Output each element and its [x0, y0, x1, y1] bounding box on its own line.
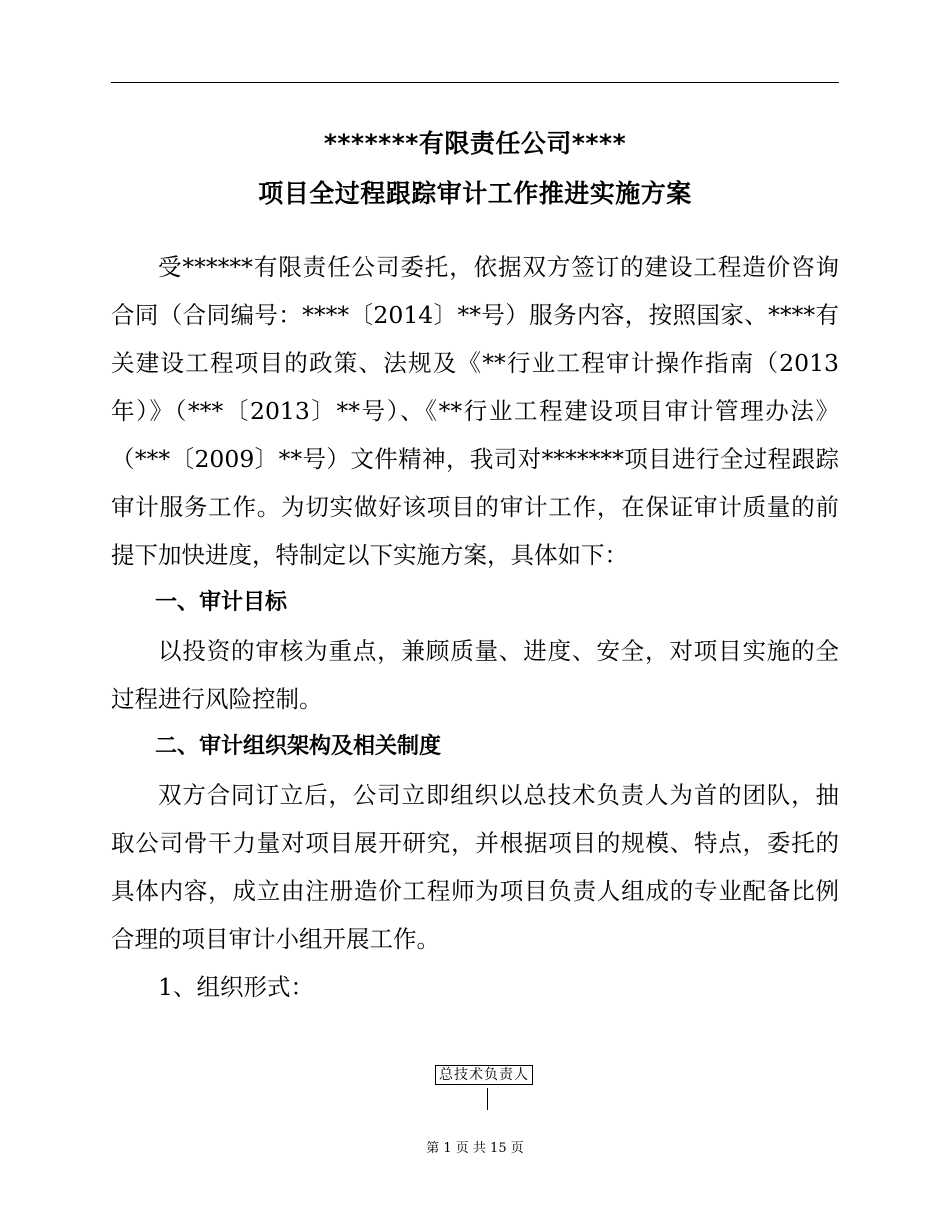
section-heading-audit-goal: 一、审计目标 — [155, 590, 288, 615]
document-body — [111, 243, 839, 1011]
section-heading-org-structure: 二、审计组织架构及相关制度 — [155, 734, 442, 759]
audit-goal-paragraph: 以投资的审核为重点，兼顾质量、进度、安全，对项目实施的全过程进行风险控制。 — [111, 637, 839, 713]
org-form-item: 1、组织形式： — [158, 973, 314, 1001]
header-rule — [111, 82, 839, 83]
page-footer: 第 1 页 共 15 页 — [426, 1141, 524, 1156]
org-structure-paragraph: 双方合同订立后，公司立即组织以总技术负责人为首的团队，抽取公司骨干力量对项目展开研究，并根据项目的规模、特点，委托的具体内容，成立由注册造价工程师为项目负责人组成的专业配备比例合理的项目审计小组开展工作。 — [111, 781, 839, 953]
org-chart-top-node: 总技术负责人 — [435, 1065, 533, 1085]
intro-paragraph: 受******有限责任公司委托，依据双方签订的建设工程造价咨询合同（合同编号：****〔2014〕**号）服务内容，按照国家、****有关建设工程项目的政策、法规及《**行业工程审计操作指南（2013年）》（***〔2013〕**号）、《**行业工程建设项目审计管理办法》（***〔2009〕**号）文件精神，我司对*******项目进行全过程跟踪审计服务工作。为切实做好该项目的审计工作，在保证审计质量的前提下加快进度，特制定以下实施方案，具体如下： — [111, 253, 839, 569]
org-chart-connector — [487, 1088, 488, 1110]
document-title-line2: 项目全过程跟踪审计工作推进实施方案 — [258, 179, 692, 208]
document-title-line1: *******有限责任公司**** — [323, 129, 627, 158]
